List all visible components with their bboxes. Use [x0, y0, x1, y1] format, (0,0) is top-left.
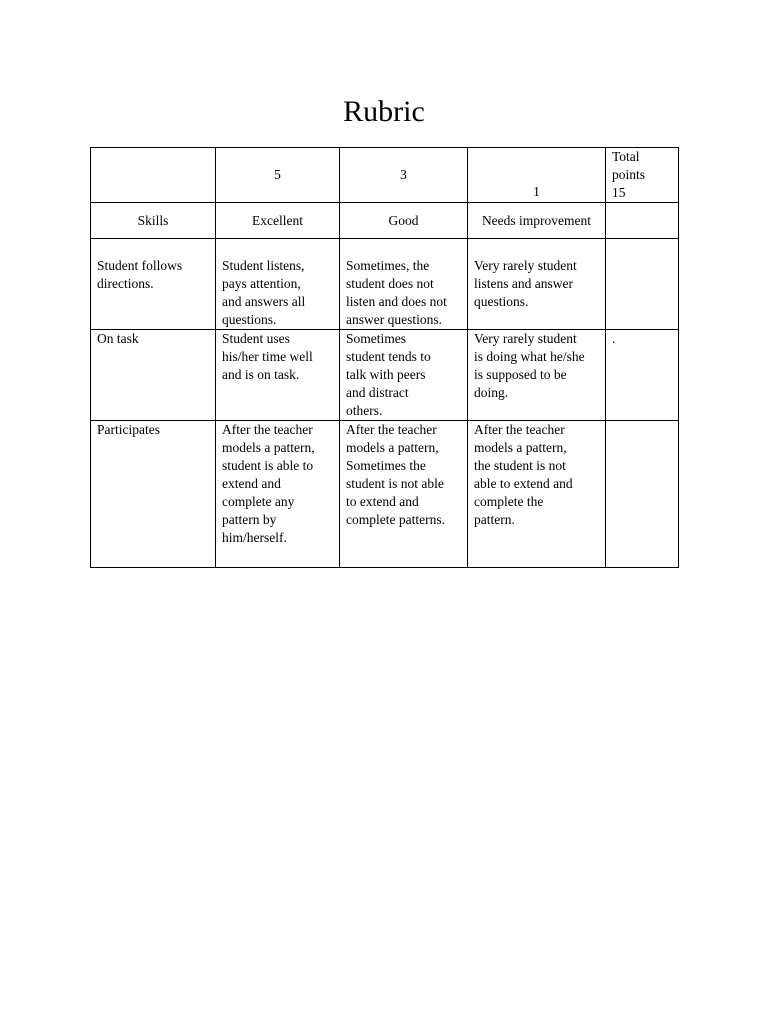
table-row [91, 330, 679, 421]
total-cell: . [606, 330, 679, 421]
total-cell [606, 239, 679, 330]
good-score-cell: 3 [340, 148, 468, 203]
total-points-cell: Total points 15 [606, 148, 679, 203]
document-title: Rubric [343, 95, 425, 128]
good-cell: Sometimes, the student does not listen and does not answer questions. [340, 239, 468, 330]
needs-improvement-cell: Very rarely student listens and answer questions. [468, 239, 606, 330]
rubric-table [90, 147, 679, 568]
good-cell: Sometimes student tends to talk with peers and distract others. [340, 330, 468, 421]
excellent-cell: Student uses his/her time well and is on task. [216, 330, 340, 421]
needs-improvement-header-cell: Needs improvement [468, 203, 606, 239]
excellent-cell: After the teacher models a pattern, student is able to extend and complete any pattern by him/herself. [216, 421, 340, 568]
score-header-row [91, 148, 679, 203]
good-header-cell: Good [340, 203, 468, 239]
total-cell [606, 421, 679, 568]
good-cell: After the teacher models a pattern, Sometimes the student is not able to extend and complete patterns. [340, 421, 468, 568]
excellent-score-cell: 5 [216, 148, 340, 203]
table-row [91, 239, 679, 330]
table-row [91, 421, 679, 568]
score-header-empty-cell [91, 148, 216, 203]
needs-improvement-cell: After the teacher models a pattern, the student is not able to extend and complete the pattern. [468, 421, 606, 568]
needs-improvement-cell: Very rarely student is doing what he/she is supposed to be doing. [468, 330, 606, 421]
skills-header-cell: Skills [91, 203, 216, 239]
skill-cell: Participates [91, 421, 216, 568]
total-header-cell [606, 203, 679, 239]
level-header-row [91, 203, 679, 239]
excellent-header-cell: Excellent [216, 203, 340, 239]
skill-cell: Student follows directions. [91, 239, 216, 330]
needs-improvement-score-cell: 1 [468, 148, 606, 203]
skill-cell: On task [91, 330, 216, 421]
excellent-cell: Student listens, pays attention, and answers all questions. [216, 239, 340, 330]
